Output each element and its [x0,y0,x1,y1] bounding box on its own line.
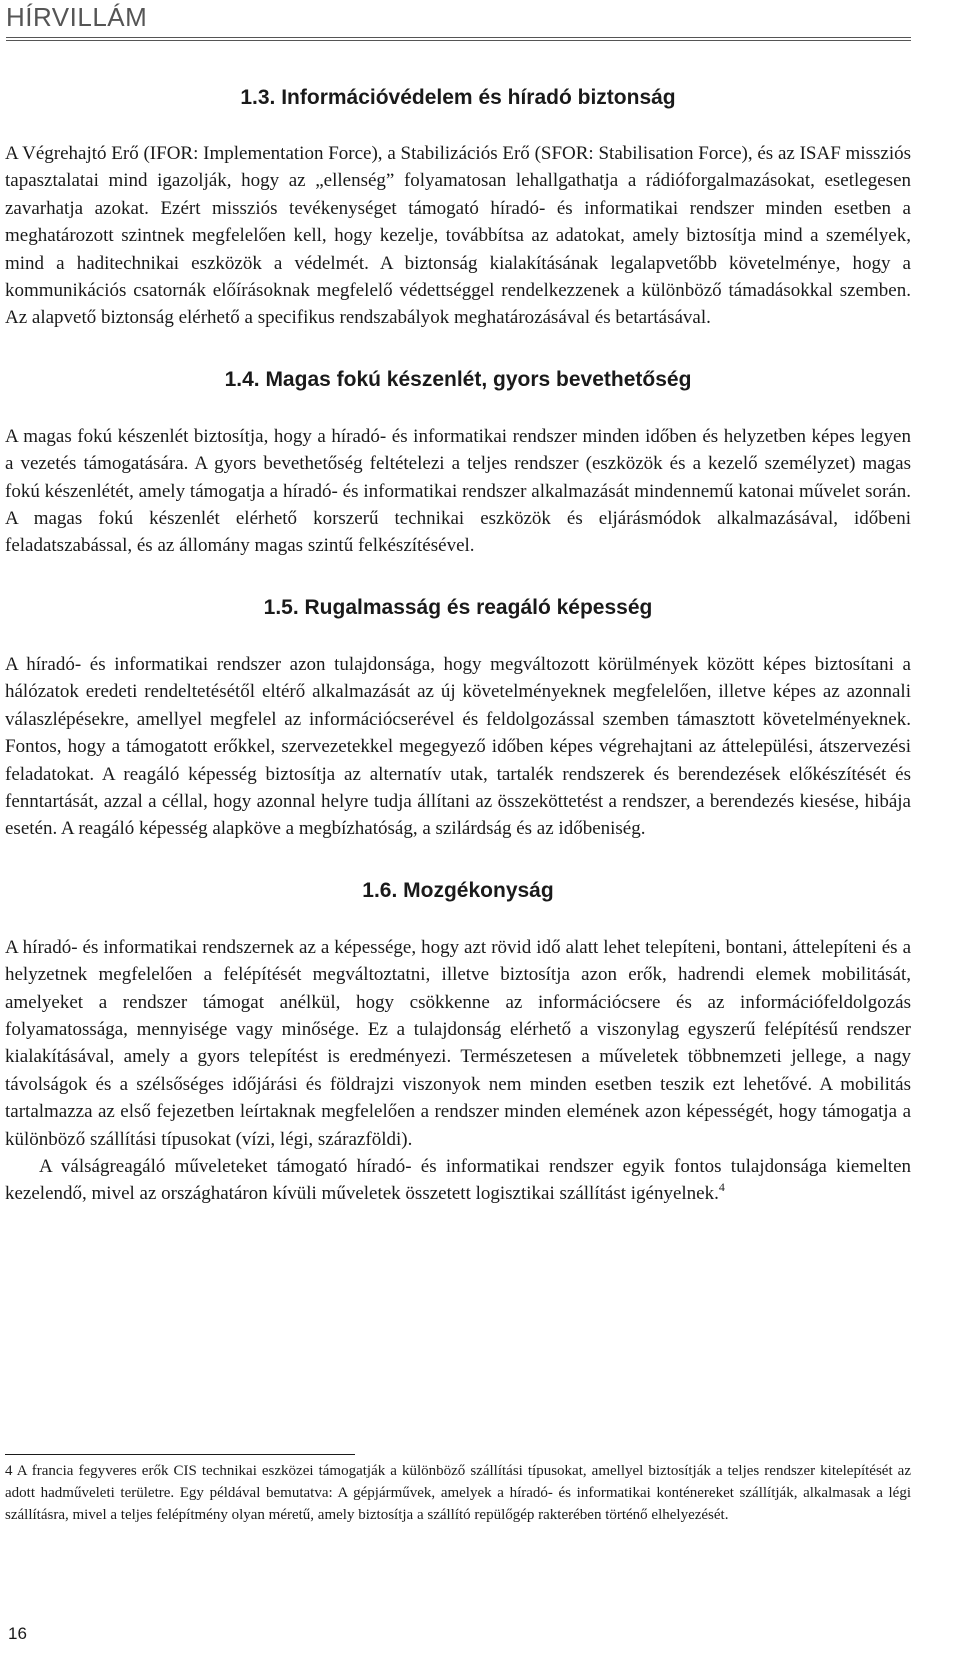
page-body [5,86,911,1208]
section-heading-1-4: 1.4. Magas fokú készenlét, gyors bevethetőség [224,367,692,391]
section-1-5-paragraph: A híradó- és informatikai rendszer azon tulajdonsága, hogy megváltozott körülmények között képes biztosítani a hálózatok eredeti rendeltetésétől eltérő alkalmazását az új követelményeknek megfelelően, illetve képes az azonnali válaszlépésekre, amellyel megfelel az információcserével és feldolgozással szemben támasztott követelményeknek. Fontos, hogy a támogatott erőkkel, szervezetekkel megegyező időben képes végrehajtani az áttelepülési, átszervezési feladatokat. A reagáló képesség biztosítja az alternatív utak, tartalék rendszerek és berendezések előkészítését és fenntartását, azzal a céllal, hogy azonnal helyre tudja állítani az összeköttetést a rendszer, a berendezés kiesése, hibája esetén. A reagáló képesség alapköve a megbízhatóság, a szilárdság és az időbeniség. [5,653,911,840]
section-heading-1-3: 1.3. Információvédelem és híradó biztonság [240,86,676,109]
section-1-6-paragraph-2 [5,1153,911,1208]
header-title: HÍRVILLÁM [6,2,148,32]
section-1-6-paragraph-1: A híradó- és informatikai rendszernek az a képessége, hogy azt rövid idő alatt lehet telepíteni, bontani, áttelepíteni és a helyzetnek megfelelően a felépítését megváltoztatni, illetve biztosítja azon erők, hadrendi elemek mobilitását, amelyeket a rendszer támogat anélkül, hogy csökkenne az információcsere és az információfeldolgozás folyamatossága, mennyisége vagy minősége. Ez a tulajdonság elérhető a viszonylag egyszerű felépítésű rendszer kialakításával, amely a gyors telepítést is eredményezi. Természetesen a műveletek többnemzeti jellege, a nagy távolságok és a szélsőséges időjárási és földrajzi viszonyok nem minden esetben teszik ezt lehetővé. A mobilitás tartalmazza az első fejezetben leírtaknak megfelelően a rendszer minden elemének azon képességét, hogy támogatja a különböző szállítási típusokat (vízi, légi, szárazföldi). [5,936,911,1150]
section-1-5 [5,596,911,843]
running-header [6,2,911,41]
header-divider [6,37,911,41]
section-heading-1-6: 1.6. Mozgékonyság [362,878,554,902]
section-1-3 [5,86,911,332]
page-number: 16 [8,1624,27,1643]
footnote-number: 4 [5,1463,13,1479]
footnote [5,1460,911,1526]
section-1-6 [5,879,911,1208]
section-1-6-paragraph-2-text: A válságreagáló műveleteket támogató híradó- és informatikai rendszer egyik fontos tulajdonsága kiemelten kezelendő, mivel az országhatáron kívüli műveletek összetett logisztikai szállítást igényelnek. [5,1155,911,1205]
footnote-divider [5,1454,355,1455]
footnote-text: A francia fegyveres erők CIS technikai eszközei támogatják a különböző szállítási típusokat, amellyel biztosítják a teljes rendszer kitelepítését az adott hadműveleti területre. Egy példával bemutatva: A gépjárművek, amelyek a híradó- és informatikai konténereket szállítják, alkalmasak a légi szállításra, mivel a teljes felépítmény olyan méretű, amely biztosítja a szállító repülőgép rakterében történő elhelyezését. [5,1463,911,1523]
section-heading-1-5: 1.5. Rugalmasság és reagáló képesség [263,595,653,619]
section-1-3-paragraph: A Végrehajtó Erő (IFOR: Implementation Force), a Stabilizációs Erő (SFOR: Stabilisation Force), és az ISAF missziós tapasztalatai mind igazolják, hogy az „ellenség” folyamatosan lehallgathatja a rádióforgalmazásokat, esetlegesen zavarhatja azokat. Ezért missziós tevékenységet támogató híradó- és informatikai rendszer minden esetben a meghatározott szintnek megfelelően kell, hogy kezelje, továbbítsa az adatokat, amely biztosítja mind a személyek, mind a haditechnikai eszközök a védelmét. A biztonság kialakításának legalapvetőbb követelménye, hogy a kommunikációs csatornák előírásoknak megfelelő védettséggel rendelkezzenek a különböző támadásokkal szemben. Az alapvető biztonság elérhető a specifikus rendszabályok meghatározásával és betartásával. [5,143,911,329]
footnote-reference: 4 [718,1180,725,1195]
section-1-4 [5,368,911,560]
section-1-4-paragraph: A magas fokú készenlét biztosítja, hogy a híradó- és informatikai rendszer minden időben és helyzetben képes legyen a vezetés támogatására. A gyors bevethetőség feltételezi a teljes rendszer (eszközök és a kezelő személyzet) magas fokú készenlétét, amely támogatja a híradó- és informatikai rendszer alkalmazását mindennemű katonai művelet során. A magas fokú készenlét elérhető korszerű technikai eszközök és eljárásmódok alkalmazásával, időbeni feladatszabással, és az állomány magas szintű felkészítésével. [5,425,911,557]
